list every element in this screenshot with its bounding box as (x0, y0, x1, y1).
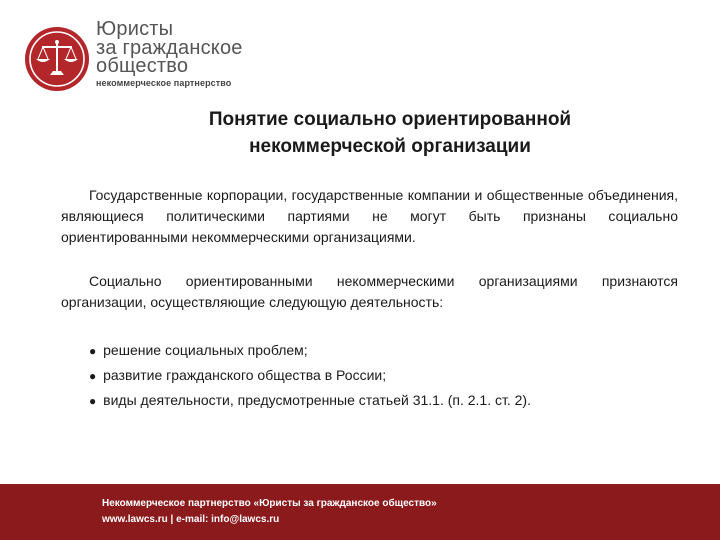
list-item-text: развитие гражданского общества в России; (103, 367, 387, 383)
logo-line-1: Юристы (96, 18, 174, 40)
list-item-text: виды деятельности, предусмотренные статьей 31.1. (п. 2.1. ст. 2). (103, 392, 531, 408)
logo-subtitle: некоммерческое партнерство (96, 77, 232, 88)
logo-line-3: общество (96, 55, 189, 77)
list-item (89, 338, 531, 363)
scales-of-justice-icon (24, 26, 90, 92)
slide-title-line-1: Понятие социально ориентированной (208, 109, 572, 130)
slide-title-line-2: некоммерческой организации (249, 136, 531, 157)
logo-line-2: за гражданское (96, 36, 243, 59)
activity-list (89, 338, 531, 413)
paragraph-definition: Социально ориентированными некоммерческими организациями признаются организации, осуществляющие следующую деятельность: (61, 273, 678, 310)
bullet-icon: ● (89, 369, 97, 383)
list-item (89, 363, 531, 388)
bullet-icon: ● (89, 344, 97, 358)
footer-text (102, 496, 437, 528)
paragraph-exclusions: Государственные корпорации, государственные компании и общественные объединения, являющиеся политическими партиями не могут быть признаны социально ориентированными некоммерческими организациями. (61, 187, 678, 245)
logo-wordmark (96, 20, 243, 88)
bullet-icon: ● (89, 394, 97, 408)
footer-contacts: www.lawcs.ru | e-mail: info@lawcs.ru (102, 514, 280, 525)
list-item (89, 388, 531, 413)
organization-logo (24, 20, 324, 100)
footer-organization: Некоммерческое партнерство «Юристы за гражданское общество» (102, 498, 437, 509)
list-item-text: решение социальных проблем; (103, 342, 308, 358)
slide-title (100, 106, 680, 160)
footer-bar (0, 484, 720, 540)
